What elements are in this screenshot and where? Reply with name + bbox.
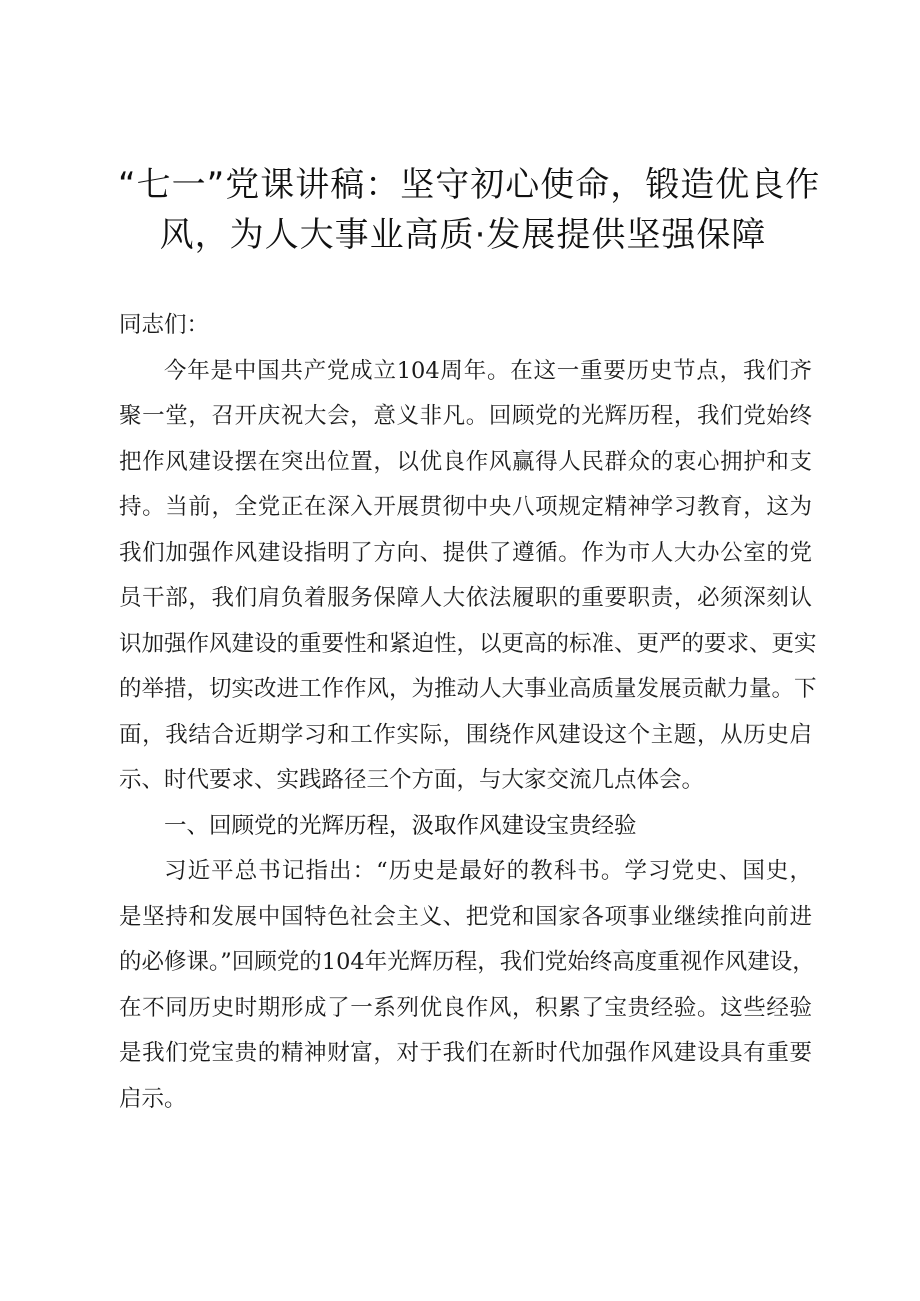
- paragraph-line: 的必修课。”回顾党的104年光辉历程，我们党始终高度重视作风建设，: [119, 949, 815, 975]
- title-line: 风，为人大事业高质·发展提供坚强保障: [159, 215, 767, 255]
- paragraph-1: [119, 349, 817, 804]
- greeting: 同志们：: [119, 312, 210, 338]
- paragraph-line: 是坚持和发展中国特色社会主义、把党和国家各项事业继续推向前进: [119, 903, 812, 930]
- title-line: “七一”党课讲稿：坚守初心使命，锻造优良作: [118, 165, 821, 205]
- paragraph-2: [119, 849, 815, 1122]
- paragraph-line: 是我们党宝贵的精神财富，对于我们在新时代加强作风建设具有重要: [119, 1040, 812, 1066]
- paragraph-line: 在不同历史时期形成了一系列优良作风，积累了宝贵经验。这些经验: [119, 994, 812, 1021]
- paragraph-line: 把作风建设摆在突出位置，以优良作风赢得人民群众的衷心拥护和支: [119, 448, 812, 475]
- paragraph-line: 面，我结合近期学习和工作实际，围绕作风建设这个主题，从历史启: [119, 721, 812, 748]
- paragraph-line: 识加强作风建设的重要性和紧迫性，以更高的标准、更严的要求、更实: [119, 630, 817, 657]
- paragraph-line: 聚一堂，召开庆祝大会，意义非凡。回顾党的光辉历程，我们党始终: [119, 403, 812, 429]
- section-heading: 一、回顾党的光辉历程，汲取作风建设宝贵经验: [164, 812, 637, 839]
- paragraph-line: 员干部，我们肩负着服务保障人大依法履职的重要职责，必须深刻认: [119, 585, 812, 611]
- paragraph-line: 习近平总书记指出：“历史是最好的教科书。学习党史、国史，: [164, 858, 812, 884]
- paragraph-line: 的举措，切实改进工作作风，为推动人大事业高质量发展贡献力量。下: [119, 676, 817, 702]
- document-body: [119, 303, 817, 1122]
- document-title: [118, 160, 821, 260]
- paragraph-line: 示、时代要求、实践路径三个方面，与大家交流几点体会。: [119, 767, 705, 793]
- paragraph-line: 我们加强作风建设指明了方向、提供了遵循。作为市人大办公室的党: [119, 539, 812, 566]
- paragraph-line: 启示。: [119, 1085, 187, 1112]
- paragraph-line: 持。当前，全党正在深入开展贯彻中央八项规定精神学习教育，这为: [119, 494, 812, 520]
- paragraph-line: 今年是中国共产党成立104周年。在这一重要历史节点，我们齐: [164, 357, 812, 384]
